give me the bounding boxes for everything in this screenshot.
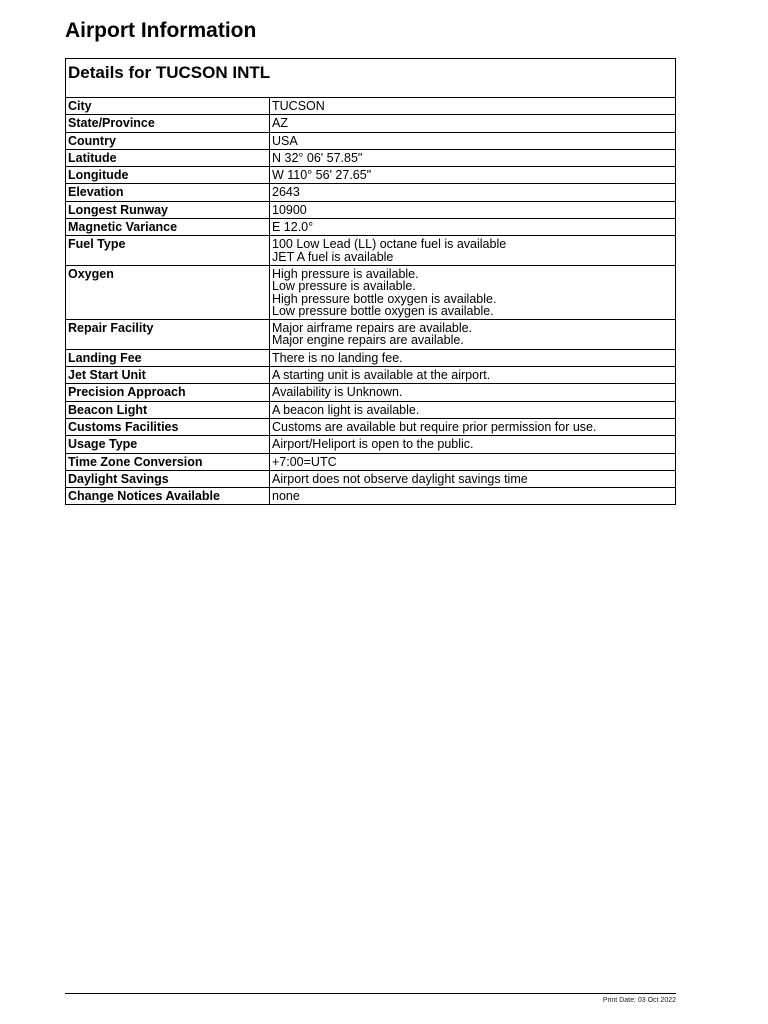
row-value bbox=[270, 132, 676, 149]
table-row bbox=[66, 167, 675, 184]
row-label: Landing Fee bbox=[66, 349, 270, 366]
table-row bbox=[66, 367, 675, 384]
row-value bbox=[270, 265, 676, 319]
row-label: Fuel Type bbox=[66, 236, 270, 266]
row-label: Daylight Savings bbox=[66, 470, 270, 487]
row-value bbox=[270, 418, 676, 435]
row-value-line: USA bbox=[272, 133, 298, 148]
row-value-line: Airport/Heliport is open to the public. bbox=[272, 437, 474, 452]
row-value-line: +7:00=UTC bbox=[272, 454, 337, 469]
row-label: Elevation bbox=[66, 184, 270, 201]
table-row bbox=[66, 201, 675, 218]
row-value-line: 10900 bbox=[272, 202, 307, 217]
row-value-line: Airport does not observe daylight savings time bbox=[272, 471, 528, 486]
row-value-line: High pressure is available. bbox=[272, 266, 419, 281]
row-label: Longest Runway bbox=[66, 201, 270, 218]
row-label: Oxygen bbox=[66, 265, 270, 319]
row-value-line: AZ bbox=[272, 116, 288, 131]
row-value-line: A beacon light is available. bbox=[272, 402, 420, 417]
row-value-line: TUCSON bbox=[272, 99, 325, 113]
row-value bbox=[270, 98, 676, 115]
row-label: City bbox=[66, 98, 270, 115]
row-value bbox=[270, 367, 676, 384]
table-row bbox=[66, 115, 675, 132]
table-row bbox=[66, 132, 675, 149]
row-value bbox=[270, 349, 676, 366]
row-value bbox=[270, 436, 676, 453]
table-row bbox=[66, 470, 675, 487]
row-label: Change Notices Available bbox=[66, 488, 270, 505]
row-label: Beacon Light bbox=[66, 401, 270, 418]
row-value bbox=[270, 149, 676, 166]
row-value-line: W 110° 56' 27.65" bbox=[272, 168, 372, 183]
row-value bbox=[270, 184, 676, 201]
row-value-line: Low pressure bottle oxygen is available. bbox=[272, 303, 494, 318]
table-row bbox=[66, 401, 675, 418]
table-row bbox=[66, 184, 675, 201]
row-value-line: none bbox=[272, 489, 300, 504]
details-panel bbox=[65, 58, 676, 505]
row-value-line: There is no landing fee. bbox=[272, 350, 403, 365]
row-label: Precision Approach bbox=[66, 384, 270, 401]
row-value-line: 100 Low Lead (LL) octane fuel is available bbox=[272, 237, 507, 252]
row-value bbox=[270, 236, 676, 266]
row-label: Time Zone Conversion bbox=[66, 453, 270, 470]
airport-info-table-body bbox=[66, 98, 675, 504]
row-label: Longitude bbox=[66, 167, 270, 184]
row-label: Repair Facility bbox=[66, 320, 270, 350]
row-value-line: N 32° 06' 57.85" bbox=[272, 150, 363, 165]
row-value bbox=[270, 401, 676, 418]
row-value-line: Major airframe repairs are available. bbox=[272, 321, 473, 336]
row-label: Usage Type bbox=[66, 436, 270, 453]
row-value-line: Availability is Unknown. bbox=[272, 385, 403, 400]
table-row bbox=[66, 265, 675, 319]
row-value bbox=[270, 384, 676, 401]
table-row bbox=[66, 488, 675, 505]
row-value-line: Major engine repairs are available. bbox=[272, 333, 464, 348]
page-title: Airport Information bbox=[65, 19, 257, 42]
details-title: Details for TUCSON INTL bbox=[66, 59, 675, 98]
print-date: Print Date: 03 Oct 2022 bbox=[602, 997, 676, 1004]
row-value bbox=[270, 320, 676, 350]
row-label: Country bbox=[66, 132, 270, 149]
row-value bbox=[270, 219, 676, 236]
row-value bbox=[270, 115, 676, 132]
row-label: State/Province bbox=[66, 115, 270, 132]
table-row bbox=[66, 384, 675, 401]
row-value-line: Low pressure is available. bbox=[272, 279, 416, 294]
row-value-line: E 12.0° bbox=[272, 220, 314, 235]
row-value-line: High pressure bottle oxygen is available. bbox=[272, 291, 497, 306]
table-row bbox=[66, 149, 675, 166]
row-value-line: Customs are available but require prior permission for use. bbox=[272, 419, 597, 434]
table-row bbox=[66, 436, 675, 453]
footer-divider bbox=[65, 993, 676, 994]
row-label: Latitude bbox=[66, 149, 270, 166]
row-value-line: 2643 bbox=[272, 185, 300, 200]
row-value-line: JET A fuel is available bbox=[272, 249, 394, 264]
airport-info-table bbox=[66, 98, 675, 504]
table-row bbox=[66, 418, 675, 435]
table-row bbox=[66, 98, 675, 115]
table-row bbox=[66, 320, 675, 350]
row-value bbox=[270, 470, 676, 487]
table-row bbox=[66, 236, 675, 266]
row-value-line: A starting unit is available at the airport. bbox=[272, 368, 491, 383]
row-label: Jet Start Unit bbox=[66, 367, 270, 384]
row-value bbox=[270, 453, 676, 470]
table-row bbox=[66, 453, 675, 470]
row-value bbox=[270, 488, 676, 505]
table-row bbox=[66, 219, 675, 236]
row-label: Customs Facilities bbox=[66, 418, 270, 435]
table-row bbox=[66, 349, 675, 366]
row-value bbox=[270, 167, 676, 184]
row-value bbox=[270, 201, 676, 218]
row-label: Magnetic Variance bbox=[66, 219, 270, 236]
